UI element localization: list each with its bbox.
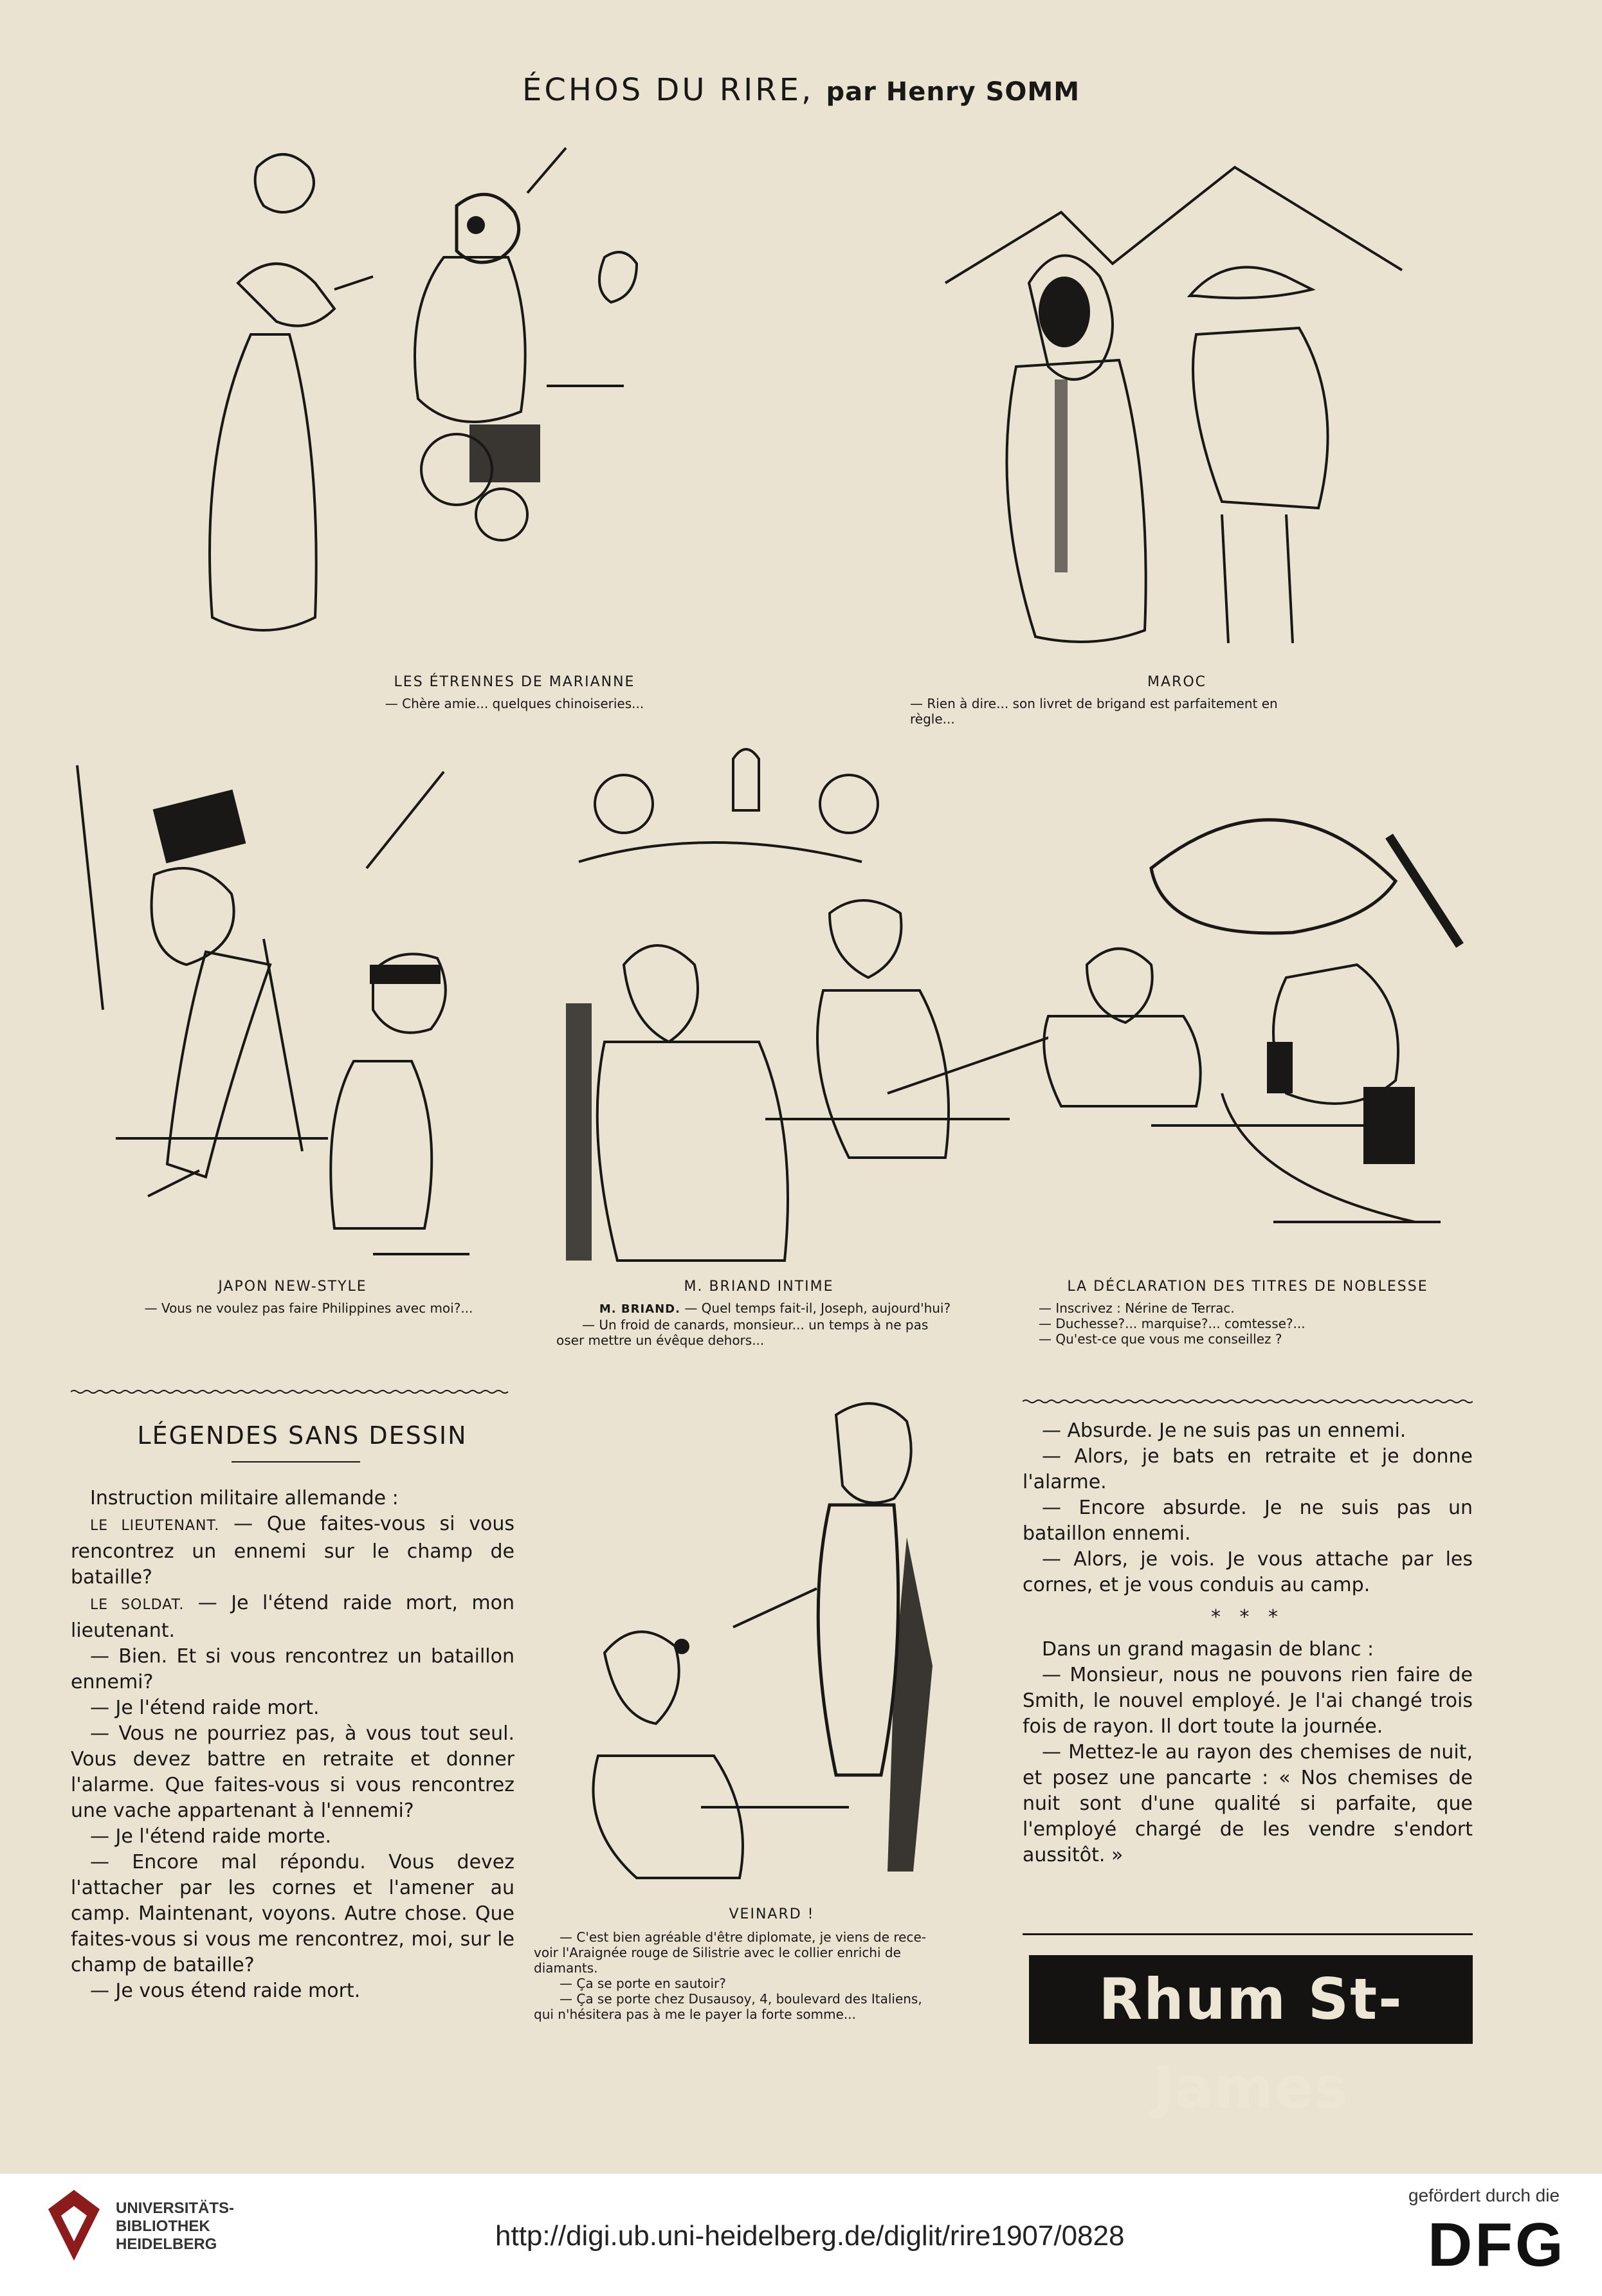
caption-line: — Un froid de canards, monsieur... un temps à ne pas <box>582 1317 929 1333</box>
paragraph: — Mettez-le au rayon des chemises de nuit, et posez une pancarte : « Nos chemises de nuit sont d'une qualité si parfaite, que l'employé chargé de les vendre s'endort aussitôt. » <box>1023 1741 1473 1866</box>
caption-line: voir l'Araignée rouge de Silistrie avec le collier enrichi de <box>534 1945 901 1960</box>
speaker-label: LE SOLDAT. <box>90 1597 185 1613</box>
dfg-logo: DFG <box>1428 2210 1566 2279</box>
title-author: par Henry SOMM <box>826 77 1080 107</box>
paragraph: — Je l'étend raide mort. <box>90 1697 320 1719</box>
advert-rhum: Rhum St-James <box>1029 1955 1473 2044</box>
caption-title-maroc: MAROC <box>1147 674 1206 690</box>
illustration-briand <box>553 733 1048 1273</box>
legendes-column <box>71 1486 514 2004</box>
caption-line: — C'est bien agréable d'être diplomate, je viens de rece- <box>560 1929 926 1945</box>
paragraph: — Bien. Et si vous rencontrez un bataillon ennemi? <box>71 1645 514 1693</box>
paragraph: — Absurde. Je ne suis pas un ennemi. <box>1042 1419 1406 1442</box>
paragraph: — Encore mal répondu. Vous devez l'attacher par les cornes et l'amener au camp. Maintenant, voyons. Autre chose. Que faites-vous si vous me rencontrez, moi, sur le champ de bataille? <box>71 1851 514 1976</box>
caption-title-briand: M. BRIAND INTIME <box>684 1279 834 1295</box>
section-title-rule <box>232 1461 360 1462</box>
paragraph: — Vous ne pourriez pas, à vous tout seul. Vous devez battre en retraite et donner l'alarme. Que faites-vous si vous rencontrez une vache appartenant à l'ennemi? <box>71 1722 514 1822</box>
dialogue-text: — Je l'étend raide mort, mon lieutenant. <box>71 1592 515 1642</box>
caption-line: — Duchesse?... marquise?... comtesse?... <box>1039 1316 1306 1331</box>
library-line: BIBLIOTHEK <box>116 2218 210 2235</box>
paragraph: — Monsieur, nous ne pouvons rien faire de Smith, le nouvel employé. Je l'ai changé trois fois de rayon. Il dort toute la journée. <box>1023 1664 1473 1738</box>
page-title <box>0 72 1602 108</box>
funded-by-text: gefördert durch die <box>1408 2185 1560 2205</box>
wavy-divider <box>71 1389 521 1394</box>
caption-speaker: M. BRIAND. <box>599 1302 680 1316</box>
caption-line-text: — Quel temps fait-il, Joseph, aujourd'hui? <box>684 1300 951 1316</box>
footer <box>0 2174 1602 2296</box>
section-stars: * * * <box>1210 1606 1285 1628</box>
dialogue-text: — Que faites-vous si vous rencontrez un ennemi sur le champ de bataille? <box>71 1513 514 1589</box>
advert-rule <box>1023 1933 1473 1935</box>
right-column <box>1023 1418 1473 1868</box>
wavy-divider <box>1023 1399 1473 1404</box>
paragraph: — Alors, je bats en retraite et je donne l'alarme. <box>1023 1445 1473 1493</box>
speaker-label: LE LIEUTENANT. <box>90 1518 220 1534</box>
university-seal-icon <box>45 2187 103 2264</box>
caption-text-maroc <box>910 696 1450 727</box>
paragraph: — Je vous étend raide mort. <box>90 1980 361 2002</box>
caption-line: — Rien à dire... son livret de brigand est parfaitement en <box>910 696 1278 711</box>
caption-title-noblesse: LA DÉCLARATION DES TITRES DE NOBLESSE <box>1067 1279 1428 1295</box>
source-url[interactable]: http://digi.ub.uni-heidelberg.de/diglit/rire1907/0828 <box>495 2220 1125 2252</box>
section-title-legendes: LÉGENDES SANS DESSIN <box>137 1421 468 1450</box>
illustration-noblesse <box>1029 785 1466 1273</box>
caption-title-veinard: VEINARD ! <box>729 1906 815 1922</box>
title-main: ÉCHOS DU RIRE, <box>522 72 814 108</box>
caption-line: règle... <box>910 711 955 727</box>
illustration-marianne <box>154 129 662 662</box>
caption-text-veinard <box>534 1929 997 2022</box>
caption-text-briand <box>556 1300 994 1348</box>
caption-line: qui n'hésitera pas à me le payer la forte somme... <box>534 2007 856 2022</box>
caption-title-japon: JAPON NEW-STYLE <box>218 1279 367 1295</box>
illustration-maroc <box>939 154 1408 662</box>
caption-line: — Ça se porte en sautoir? <box>560 1976 726 1991</box>
library-line: HEIDELBERG <box>116 2236 217 2253</box>
caption-line: — Qu'est-ce que vous me conseillez ? <box>1039 1331 1282 1347</box>
caption-line: — Inscrivez : Nérine de Terrac. <box>1039 1300 1235 1316</box>
paragraph: — Encore absurde. Je ne suis pas un bataillon ennemi. <box>1023 1497 1473 1545</box>
paragraph: Dans un grand magasin de blanc : <box>1042 1638 1374 1661</box>
caption-line: diamants. <box>534 1960 598 1976</box>
library-line: UNIVERSITÄTS- <box>116 2200 235 2217</box>
paragraph <box>71 1590 514 1644</box>
caption-title-marianne: LES ÉTRENNES DE MARIANNE <box>394 674 635 690</box>
illustration-veinard <box>560 1396 1010 1897</box>
caption-text-marianne: — Chère amie... quelques chinoiseries... <box>385 696 644 711</box>
caption-line <box>556 1300 994 1317</box>
caption-line: — Ça se porte chez Dusausoy, 4, boulevard des Italiens, <box>560 1991 922 2007</box>
paragraph: Instruction militaire allemande : <box>90 1487 399 1509</box>
paragraph: — Alors, je vois. Je vous attache par les cornes, et je vous conduis au camp. <box>1023 1548 1473 1596</box>
illustration-japon <box>71 759 540 1273</box>
caption-text-noblesse <box>1039 1300 1450 1347</box>
paragraph <box>71 1511 514 1590</box>
paragraph: — Je l'étend raide morte. <box>90 1825 331 1848</box>
caption-text-japon: — Vous ne voulez pas faire Philippines avec moi?... <box>144 1300 473 1316</box>
library-logo-text <box>116 2200 234 2254</box>
caption-line: oser mettre un évêque dehors... <box>556 1333 765 1348</box>
